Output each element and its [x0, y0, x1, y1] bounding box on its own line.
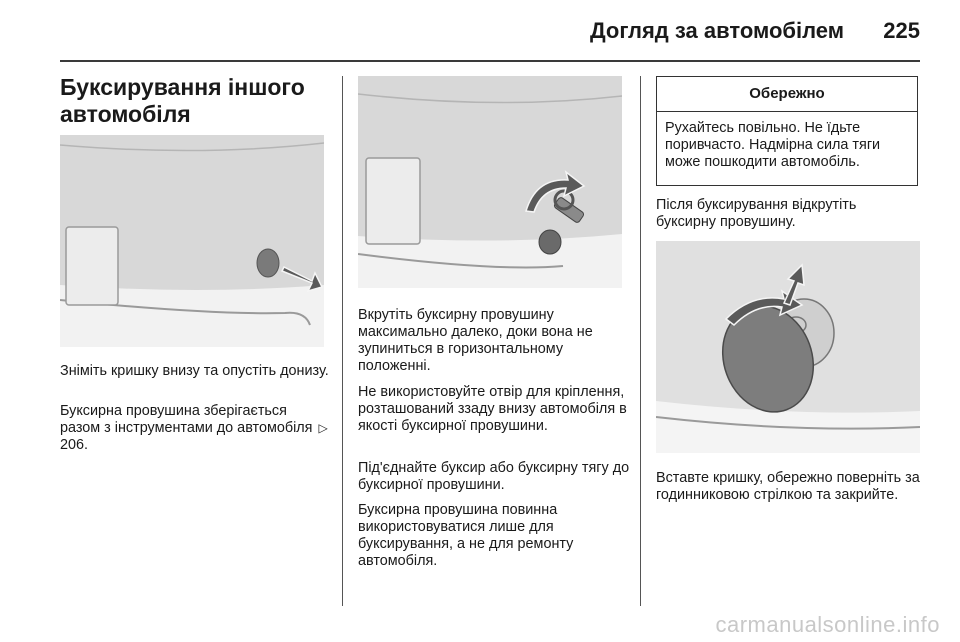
watermark: carmanualsonline.info	[715, 612, 940, 637]
warning-body: Рухайтесь повільно. Не їдьте поривчасто. Надмірна сила тяги може пошкодити автомобіль.	[665, 120, 881, 170]
col1-paragraph-2-text: Буксирна провушина зберігається разом з інструментами до автомобіля	[60, 403, 313, 436]
col2-paragraph-3: Під'єднайте буксир або буксирну тягу до буксирної провушини.	[358, 460, 630, 493]
column-divider-1	[342, 76, 343, 606]
illustration-remove-cover	[60, 135, 324, 347]
warning-box	[656, 76, 918, 186]
xref-arrow-icon: ▷	[318, 421, 328, 435]
col3-paragraph-1: Після буксирування відкрутіть буксирну провушину.	[656, 197, 857, 230]
section-title-line2: автомобіля	[60, 101, 191, 127]
page-reference[interactable]: 206.	[60, 437, 89, 453]
section-title-line1: Буксирування іншого	[60, 74, 305, 100]
running-header-title: Догляд за автомобілем	[589, 18, 844, 43]
col1-paragraph-2	[60, 403, 330, 454]
header-divider	[60, 60, 920, 62]
illustration-replace-cover	[656, 241, 920, 453]
illustration-screw-in-eye	[358, 76, 622, 288]
col2-paragraph-4: Буксирна провушина повинна використовуватися лише для буксирування, а не для ремонту автомобіля.	[358, 502, 574, 569]
col2-paragraph-2: Не використовуйте отвір для кріплення, розташований ззаду внизу автомобіля в якості буксирної провушини.	[358, 384, 627, 434]
warning-heading: Обережно	[657, 77, 917, 112]
col3-paragraph-2: Вставте кришку, обережно поверніть за годинниковою стрілкою та закрийте.	[656, 470, 920, 503]
col2-paragraph-1: Вкрутіть буксирну провушину максимально далеко, доки вона не зупиниться в горизонтальному положенні.	[358, 307, 593, 374]
page-number: 225	[883, 18, 920, 43]
section-title	[60, 74, 330, 128]
column-divider-2	[640, 76, 641, 606]
col1-paragraph-1: Зніміть кришку внизу та опустіть донизу.	[60, 363, 329, 379]
